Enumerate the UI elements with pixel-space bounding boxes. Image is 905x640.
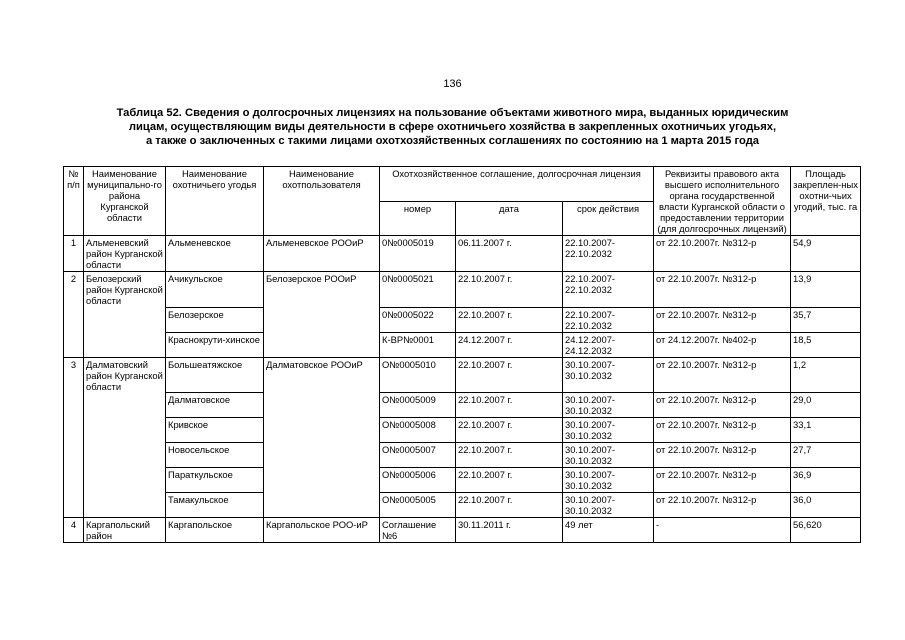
table-title-line: лицам, осуществляющим виды деятельности в сфере охотничьего хозяйства в закрепленных охотничьих угодьях,: [128, 121, 777, 133]
row-act: от 22.10.2007г. №312-р: [654, 307, 791, 332]
table-row: [64, 493, 861, 518]
row-ground: Тамакульское: [166, 493, 264, 518]
row-term: 30.10.2007-30.10.2032: [563, 357, 654, 393]
row-number: Соглашение №6: [380, 518, 456, 543]
row-district: Белозерский район Курганской области: [84, 272, 166, 308]
row-user: Далматовское РООиР: [264, 357, 380, 393]
row-act: от 22.10.2007г. №312-р: [654, 357, 791, 393]
row-district-empty: [84, 307, 166, 332]
row-num-empty: [64, 493, 84, 518]
row-act: от 22.10.2007г. №312-р: [654, 493, 791, 518]
row-user: Белозерское РООиР: [264, 272, 380, 308]
row-ground: Краснокрути-хинское: [166, 332, 264, 357]
table-row: [64, 307, 861, 332]
row-area: 1,2: [791, 357, 861, 393]
row-area: 36,9: [791, 468, 861, 493]
header-agreement-term: срок действия: [563, 201, 654, 236]
row-num-empty: [64, 393, 84, 418]
row-user-empty: [264, 493, 380, 518]
row-ground: Кривское: [166, 418, 264, 443]
row-date: 22.10.2007 г.: [456, 307, 563, 332]
header-agreement-number: номер: [380, 201, 456, 236]
header-area: Площадь закреплен-ных охотни-чьих угодий, тыс. га: [791, 167, 861, 236]
row-area: 29,0: [791, 393, 861, 418]
row-term: 30.10.2007-30.10.2032: [563, 493, 654, 518]
table-row: [64, 443, 861, 468]
row-term: 22.10.2007-22.10.2032: [563, 307, 654, 332]
licenses-table: [63, 166, 861, 543]
header-agreement-date: дата: [456, 201, 563, 236]
header-act: Реквизиты правового акта высшего исполнительного органа государственной власти Курганской области о предоставлении территории (для долгосрочных лицензий): [654, 167, 791, 236]
row-date: 22.10.2007 г.: [456, 493, 563, 518]
row-date: 22.10.2007 г.: [456, 393, 563, 418]
row-date: 30.11.2011 г.: [456, 518, 563, 543]
row-number: О№0005005: [380, 493, 456, 518]
table-row: [64, 418, 861, 443]
row-ground: Новосельское: [166, 443, 264, 468]
row-act: от 22.10.2007г. №312-р: [654, 236, 791, 272]
table-row: [64, 272, 861, 308]
row-ground: Большеатяжское: [166, 357, 264, 393]
row-area: 36,0: [791, 493, 861, 518]
row-ground: Далматовское: [166, 393, 264, 418]
row-area: 35,7: [791, 307, 861, 332]
row-act: -: [654, 518, 791, 543]
table-header: [64, 167, 861, 236]
row-num: 3: [64, 357, 84, 393]
row-num-empty: [64, 307, 84, 332]
row-district-empty: [84, 493, 166, 518]
row-act: от 22.10.2007г. №312-р: [654, 393, 791, 418]
row-act: от 22.10.2007г. №312-р: [654, 418, 791, 443]
table-body: [64, 236, 861, 543]
row-date: 22.10.2007 г.: [456, 357, 563, 393]
row-user: Каргапольское РОО-иР: [264, 518, 380, 543]
row-term: 30.10.2007-30.10.2032: [563, 393, 654, 418]
row-act: от 22.10.2007г. №312-р: [654, 468, 791, 493]
row-user-empty: [264, 443, 380, 468]
row-ground: Ачикульское: [166, 272, 264, 308]
row-area: 33,1: [791, 418, 861, 443]
table-row: [64, 468, 861, 493]
row-area: 56,620: [791, 518, 861, 543]
row-number: О№0005008: [380, 418, 456, 443]
row-user-empty: [264, 393, 380, 418]
row-user-empty: [264, 418, 380, 443]
row-act: от 22.10.2007г. №312-р: [654, 443, 791, 468]
table-row: [64, 332, 861, 357]
row-date: 24.12.2007 г.: [456, 332, 563, 357]
row-district: Далматовский район Курганской области: [84, 357, 166, 393]
row-num-empty: [64, 332, 84, 357]
header-ground: Наименование охотничьего угодья: [166, 167, 264, 236]
row-date: 22.10.2007 г.: [456, 443, 563, 468]
header-num: № п/п: [64, 167, 84, 236]
row-date: 22.10.2007 г.: [456, 468, 563, 493]
row-ground: Белозерское: [166, 307, 264, 332]
row-district-empty: [84, 443, 166, 468]
row-term: 49 лет: [563, 518, 654, 543]
row-user-empty: [264, 307, 380, 332]
row-ground: Альменевское: [166, 236, 264, 272]
row-area: 13,9: [791, 272, 861, 308]
row-ground: Каргапольское: [166, 518, 264, 543]
row-date: 06.11.2007 г.: [456, 236, 563, 272]
header-district: Наименование муниципально-го района Курганской области: [84, 167, 166, 236]
row-act: от 24.12.2007г. №402-р: [654, 332, 791, 357]
row-number: К-ВР№0001: [380, 332, 456, 357]
table-row: [64, 357, 861, 393]
row-district: Каргапольский район: [84, 518, 166, 543]
row-district-empty: [84, 393, 166, 418]
header-user: Наименование охотпользователя: [264, 167, 380, 236]
row-date: 22.10.2007 г.: [456, 272, 563, 308]
table-title-line: а также о заключенных с такими лицами охотхозяйственных соглашениях по состоянию на 1 марта 2015 года: [145, 135, 760, 147]
page-number: 136: [443, 78, 462, 90]
row-term: 30.10.2007-30.10.2032: [563, 468, 654, 493]
table-title: [40, 106, 865, 148]
row-district-empty: [84, 332, 166, 357]
row-num-empty: [64, 443, 84, 468]
row-number: 0№0005022: [380, 307, 456, 332]
row-number: О№0005010: [380, 357, 456, 393]
row-num-empty: [64, 418, 84, 443]
row-term: 30.10.2007-30.10.2032: [563, 443, 654, 468]
row-user-empty: [264, 468, 380, 493]
row-district-empty: [84, 418, 166, 443]
row-area: 18,5: [791, 332, 861, 357]
row-number: О№0005009: [380, 393, 456, 418]
row-area: 27,7: [791, 443, 861, 468]
header-agreement: Охотхозяйственное соглашение, долгосрочная лицензия: [380, 167, 654, 202]
row-num: 2: [64, 272, 84, 308]
row-term: 22.10.2007-22.10.2032: [563, 236, 654, 272]
table-row: [64, 393, 861, 418]
row-area: 54,9: [791, 236, 861, 272]
table-row: [64, 236, 861, 272]
row-user-empty: [264, 332, 380, 357]
row-date: 22.10.2007 г.: [456, 418, 563, 443]
row-term: 24.12.2007-24.12.2032: [563, 332, 654, 357]
table-title-line: Таблица 52. Сведения о долгосрочных лицензиях на пользование объектами животного мира, выданных юридическим: [116, 107, 789, 119]
row-term: 22.10.2007-22.10.2032: [563, 272, 654, 308]
row-num-empty: [64, 468, 84, 493]
row-district-empty: [84, 468, 166, 493]
row-act: от 22.10.2007г. №312-р: [654, 272, 791, 308]
row-ground: Параткульское: [166, 468, 264, 493]
row-number: 0№0005019: [380, 236, 456, 272]
row-num: 4: [64, 518, 84, 543]
table-row: [64, 518, 861, 543]
row-num: 1: [64, 236, 84, 272]
row-term: 30.10.2007-30.10.2032: [563, 418, 654, 443]
row-user: Альменевское РООиР: [264, 236, 380, 272]
row-district: Альменевский район Курганской области: [84, 236, 166, 272]
row-number: О№0005006: [380, 468, 456, 493]
row-number: 0№0005021: [380, 272, 456, 308]
row-number: О№0005007: [380, 443, 456, 468]
